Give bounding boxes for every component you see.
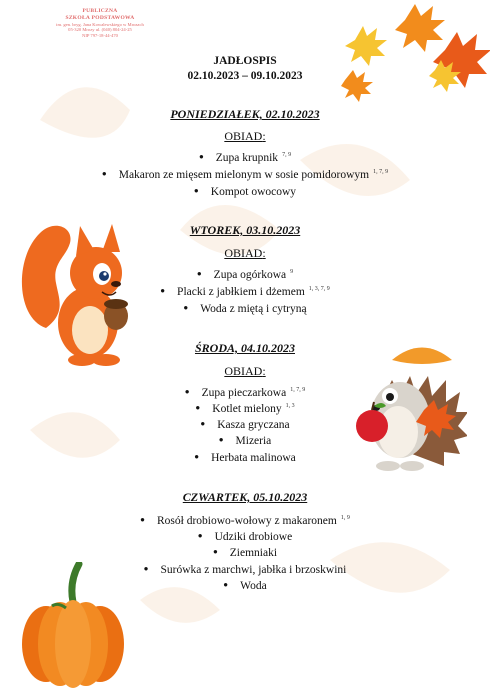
menu-item (0, 186, 490, 198)
menu-date-range: 02.10.2023 – 09.10.2023 (187, 70, 303, 82)
menu-item (0, 286, 490, 298)
bullet-icon: ● (184, 387, 190, 396)
meal-label-wednesday: OBIAD: (224, 364, 266, 378)
bullet-icon: ● (200, 419, 206, 428)
bullet-icon: ● (194, 452, 200, 461)
allergen-codes: 1, 7, 9 (373, 169, 389, 175)
school-name-line1: PUBLICZNA (82, 8, 118, 14)
bullet-icon: ● (223, 580, 229, 589)
bullet-icon: ● (160, 286, 166, 295)
meal-label-text: OBIAD (224, 246, 263, 260)
day-heading-tuesday: WTOREK, 03.10.2023 (189, 223, 301, 237)
menu-item (0, 169, 490, 181)
allergen-codes: 1, 3 (285, 403, 295, 409)
menu-item-text: Woda z miętą i cytryną (200, 303, 307, 315)
menu-item-text: Mizeria (235, 435, 272, 447)
menu-item-text: Herbata malinowa (211, 452, 296, 464)
menu-item-text: Kompot owocowy (210, 186, 297, 198)
day-heading-thursday: CZWARTEK, 05.10.2023 (182, 490, 308, 504)
school-patron: im. gen. bryg. Jana Kowalewskiego w Mrozach (56, 21, 144, 27)
menu-item-text: Zupa krupnik (215, 152, 279, 164)
menu-item-text: Kasza gryczana (217, 419, 290, 431)
menu-item (0, 515, 490, 527)
school-address: 05-320 Mrozy ul. (040) 804-24-25 (68, 27, 132, 33)
menu-item-text: Kotlet mielony (212, 403, 282, 415)
bullet-icon: ● (197, 531, 203, 540)
bullet-icon: ● (183, 303, 189, 312)
meal-label-text: OBIAD (224, 364, 263, 378)
day-heading-wednesday: ŚRODA, 04.10.2023 (194, 341, 295, 355)
meal-label-text: OBIAD (224, 129, 263, 143)
bullet-icon: ● (101, 169, 107, 178)
menu-title: JADŁOSPIS (213, 55, 277, 67)
bullet-icon: ● (218, 435, 224, 444)
school-nip: NIP 797-18-44-470 (82, 33, 118, 39)
bullet-icon: ● (198, 152, 204, 161)
menu-item (0, 435, 490, 447)
menu-item (0, 387, 490, 399)
menu-item-text: Zupa ogórkowa (213, 269, 287, 281)
allergen-codes: 7, 9 (282, 152, 292, 158)
meal-label-monday: OBIAD: (224, 129, 266, 143)
menu-item (0, 303, 490, 315)
menu-item-text: Placki z jabłkiem i dżemem (177, 286, 305, 298)
school-name-line2: SZKOŁA PODSTAWOWA (65, 14, 135, 21)
menu-item-text: Zupa pieczarkowa (201, 387, 287, 399)
menu-item (0, 564, 490, 576)
menu-item (0, 547, 490, 559)
bullet-icon: ● (196, 269, 202, 278)
bullet-icon: ● (140, 515, 145, 524)
menu-item (0, 580, 490, 592)
menu-item-text: Makaron ze mięsem mielonym w sosie pomidorowym (118, 169, 370, 181)
allergen-codes: 1, 9 (340, 515, 350, 521)
menu-item (0, 419, 490, 431)
allergen-codes: 1, 3, 7, 9 (308, 286, 330, 292)
allergen-codes: 9 (290, 269, 294, 275)
menu-item-text: Udziki drobiowe (214, 531, 293, 543)
menu-item (0, 269, 490, 281)
menu-item-text: Surówka z marchwi, jabłka i brzoskwini (160, 564, 347, 576)
bullet-icon: ● (195, 403, 201, 412)
menu-item (0, 403, 490, 415)
school-header (50, 8, 150, 39)
menu-item-text: Woda (240, 580, 267, 592)
bullet-icon: ● (193, 186, 199, 195)
meal-label-tuesday: OBIAD: (224, 246, 266, 260)
menu-item-text: Ziemniaki (229, 547, 278, 559)
menu-item (0, 531, 490, 543)
bullet-icon: ● (143, 564, 149, 573)
allergen-codes: 1, 7, 9 (290, 387, 306, 393)
menu-item (0, 452, 490, 464)
day-heading-monday: PONIEDZIAŁEK, 02.10.2023 (170, 107, 320, 121)
bullet-icon: ● (212, 547, 218, 556)
menu-item-text: Rosół drobiowo-wołowy z makaronem (157, 515, 337, 527)
menu-item (0, 152, 490, 164)
